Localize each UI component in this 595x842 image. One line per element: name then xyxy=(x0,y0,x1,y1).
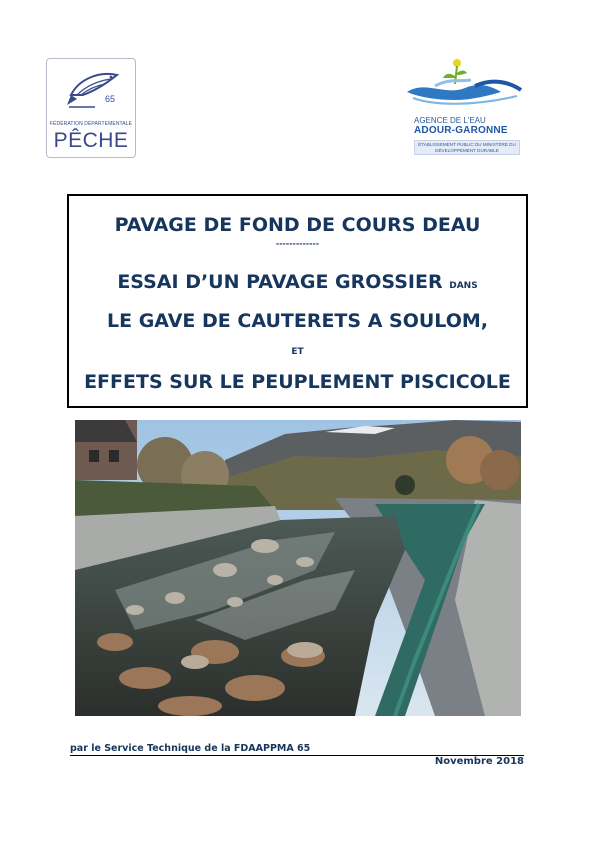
title-conjunction: ET xyxy=(291,347,304,357)
fish-icon xyxy=(65,65,121,115)
title-line-1: PAVAGE DE FOND DE COURS DEAU xyxy=(114,214,481,236)
agence-line2: ADOUR-GARONNE xyxy=(414,125,508,136)
title-separator: ------------- xyxy=(275,239,320,248)
logo-federation: FÉDÉRATION DÉPARTEMENTALE xyxy=(49,121,133,127)
agence-line3: ÉTABLISSEMENT PUBLIC DU MINISTÈRE DU DÉVELOPPEMENT DURABLE xyxy=(414,140,520,155)
logo-number: 65 xyxy=(104,94,115,104)
date-line: Novembre 2018 xyxy=(434,756,524,767)
title-line-2-main: ESSAI D’UN PAVAGE GROSSIER xyxy=(117,271,443,293)
author-line: par le Service Technique de la FDAAPPMA 65 xyxy=(70,743,311,754)
river-photo xyxy=(75,420,521,716)
agence-eau-logo xyxy=(405,56,525,160)
title-line-2 xyxy=(69,271,526,293)
logo-name: PÊCHE xyxy=(53,129,129,152)
agence-line1: AGENCE DE L'EAU xyxy=(414,116,486,125)
fede-peche-logo xyxy=(46,58,136,158)
wave-flower-icon xyxy=(405,56,525,114)
river-landscape-image xyxy=(75,420,521,716)
title-line-2-small: DANS xyxy=(449,281,478,291)
title-line-3: LE GAVE DE CAUTERETS A SOULOM, xyxy=(107,310,488,332)
title-line-4: EFFETS SUR LE PEUPLEMENT PISCICOLE xyxy=(84,371,511,393)
title-box xyxy=(67,194,528,408)
